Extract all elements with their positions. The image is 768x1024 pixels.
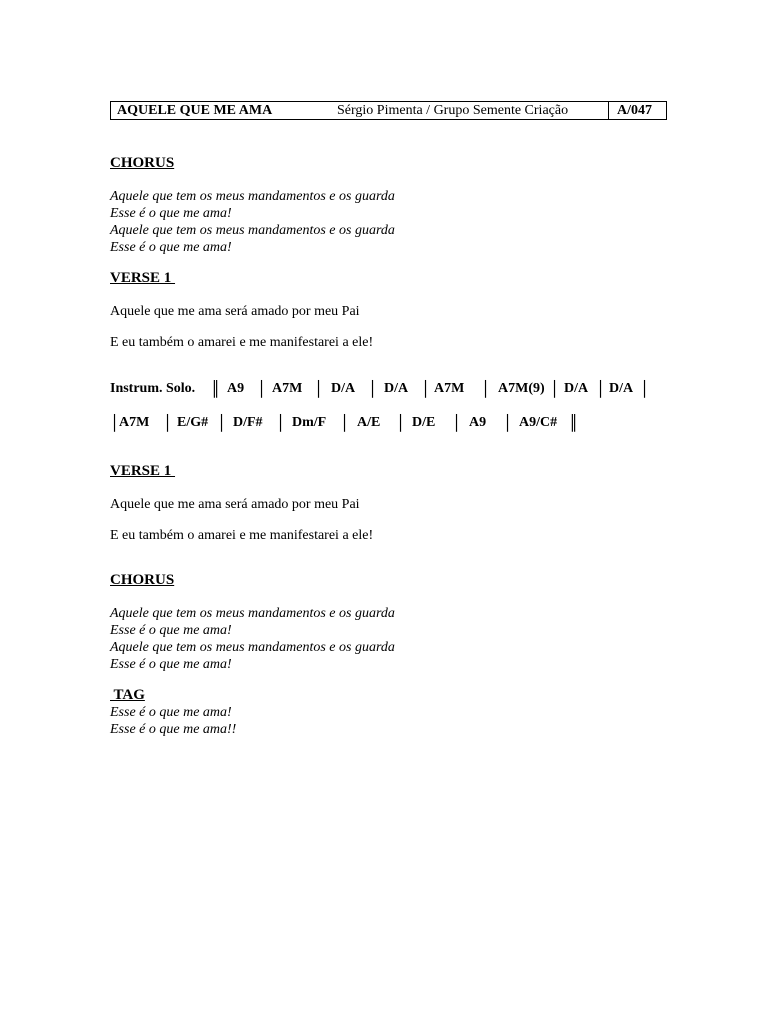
lyric-line: Esse é o que me ama! xyxy=(110,705,232,720)
chord: D/A xyxy=(609,381,634,396)
bar-line: │ xyxy=(421,380,431,398)
chord: D/F# xyxy=(233,415,263,430)
bar-line: │ xyxy=(314,380,324,398)
song-author: Sérgio Pimenta / Grupo Semente Criação xyxy=(337,103,569,118)
solo-chord-row-1 xyxy=(110,379,670,401)
chord: D/E xyxy=(412,415,436,430)
header-title-cell xyxy=(111,102,609,119)
chord: D/A xyxy=(564,381,589,396)
verse-lyric-line: E eu também o amarei e me manifestarei a ele! xyxy=(110,335,374,350)
solo-label: Instrum. Solo. xyxy=(110,381,196,396)
solo-chord-row-2 xyxy=(110,413,670,435)
bar-line: │ xyxy=(452,414,462,432)
verse-heading: VERSE 1 xyxy=(110,270,176,286)
chorus-lyrics xyxy=(110,188,395,256)
chord: A7M xyxy=(434,381,465,396)
bar-line: │ xyxy=(396,414,406,432)
song-code: A/047 xyxy=(617,103,652,118)
lyric-line: Esse é o que me ama! xyxy=(110,206,232,221)
song-header-table xyxy=(110,101,667,120)
lyric-line: Esse é o que me ama!! xyxy=(110,722,237,737)
bar-line: │ xyxy=(503,414,513,432)
chord: A9 xyxy=(227,381,245,396)
bar-line: │ xyxy=(217,414,227,432)
verse-lyric-line: E eu também o amarei e me manifestarei a ele! xyxy=(110,528,374,543)
chord: A9 xyxy=(469,415,487,430)
chorus-lyrics xyxy=(110,605,395,673)
bar-line: │ xyxy=(276,414,286,432)
bar-line: │ xyxy=(596,380,606,398)
double-bar: ║ xyxy=(569,414,579,432)
song-title: AQUELE QUE ME AMA xyxy=(117,103,273,118)
lyric-line: Aquele que tem os meus mandamentos e os guarda xyxy=(110,640,395,655)
chorus-heading: CHORUS xyxy=(110,572,175,588)
bar-line: │ xyxy=(550,380,560,398)
double-bar: ║ xyxy=(211,380,221,398)
verse-lyric-line: Aquele que me ama será amado por meu Pai xyxy=(110,497,360,512)
chord: A7M xyxy=(272,381,303,396)
chord: A/E xyxy=(357,415,381,430)
lyric-line: Esse é o que me ama! xyxy=(110,657,232,672)
lyric-line: Aquele que tem os meus mandamentos e os guarda xyxy=(110,223,395,238)
bar-line: │ xyxy=(163,414,173,432)
verse-lyric-line: Aquele que me ama será amado por meu Pai xyxy=(110,304,360,319)
chord: D/A xyxy=(384,381,409,396)
bar-line: │ xyxy=(110,414,120,432)
chord: D/A xyxy=(331,381,356,396)
tag-heading: TAG xyxy=(110,687,145,703)
bar-line: │ xyxy=(257,380,267,398)
verse-heading: VERSE 1 xyxy=(110,463,176,479)
chord: A9/C# xyxy=(519,415,558,430)
lyric-line: Aquele que tem os meus mandamentos e os guarda xyxy=(110,606,395,621)
tag-lyrics xyxy=(110,704,236,738)
chorus-heading: CHORUS xyxy=(110,155,175,171)
chord: Dm/F xyxy=(292,415,327,430)
bar-line: │ xyxy=(340,414,350,432)
chord: A7M(9) xyxy=(498,381,545,396)
bar-line: │ xyxy=(640,380,650,398)
lyric-line: Esse é o que me ama! xyxy=(110,623,232,638)
chord: A7M xyxy=(119,415,150,430)
bar-line: │ xyxy=(368,380,378,398)
lyric-line: Esse é o que me ama! xyxy=(110,240,232,255)
lyric-line: Aquele que tem os meus mandamentos e os guarda xyxy=(110,189,395,204)
bar-line: │ xyxy=(481,380,491,398)
chord: E/G# xyxy=(177,415,209,430)
